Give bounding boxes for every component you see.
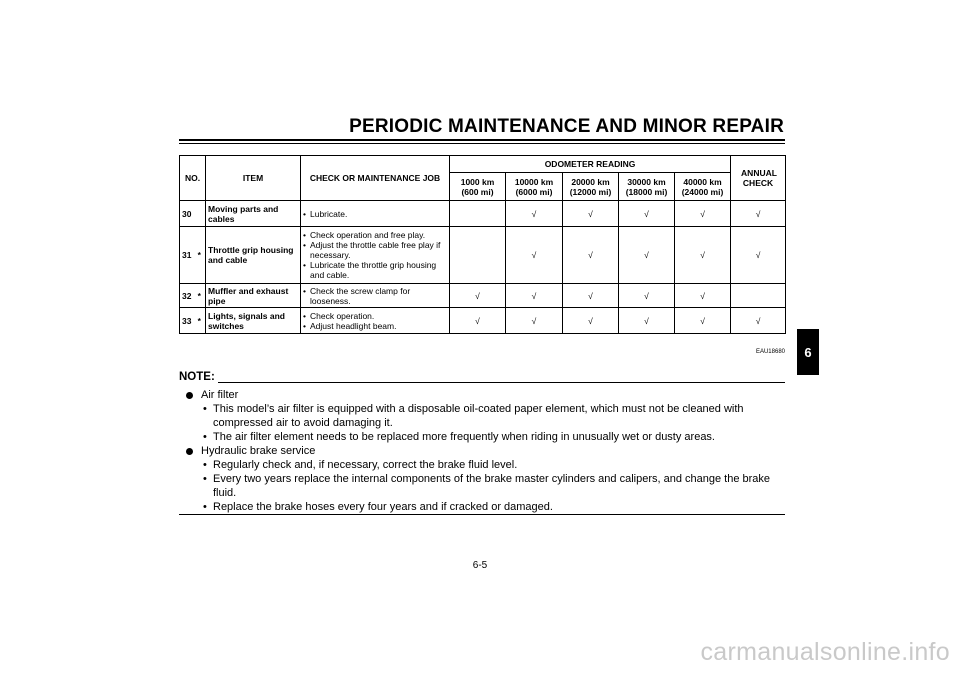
table-row bbox=[180, 201, 786, 227]
check-mark: √ bbox=[506, 201, 563, 227]
note-body bbox=[186, 388, 785, 514]
interval-km: 20000 km bbox=[571, 176, 610, 187]
row-number: 32 bbox=[180, 284, 194, 308]
header-item: ITEM bbox=[206, 156, 301, 201]
check-mark: √ bbox=[563, 284, 619, 308]
check-mark: √ bbox=[675, 201, 731, 227]
note-heading: NOTE: bbox=[179, 371, 215, 383]
check-mark: √ bbox=[563, 201, 619, 227]
job-step: • Check the screw clamp for looseness. bbox=[303, 286, 447, 306]
check-mark bbox=[731, 284, 786, 308]
row-number: 30 bbox=[180, 201, 194, 227]
header-odometer: ODOMETER READING bbox=[450, 156, 731, 173]
check-mark bbox=[450, 201, 506, 227]
table-row bbox=[180, 284, 786, 308]
note-item bbox=[186, 500, 785, 514]
note-item-text: Replace the brake hoses every four years and if cracked or damaged. bbox=[213, 501, 553, 513]
interval-km: 40000 km bbox=[683, 176, 722, 187]
reference-code: EAU18680 bbox=[755, 349, 785, 355]
note-item-text: Regularly check and, if necessary, correct the brake fluid level. bbox=[213, 459, 518, 471]
row-item: Throttle grip housing and cable bbox=[206, 227, 301, 284]
note-item-text: This model’s air filter is equipped with a disposable oil-coated paper element, which must not be cleaned with compressed air to avoid damaging it. bbox=[213, 403, 744, 429]
header-interval bbox=[619, 173, 675, 201]
row-star bbox=[194, 201, 206, 227]
note-group-title bbox=[186, 444, 785, 458]
check-mark: √ bbox=[619, 201, 675, 227]
small-bullet-icon: • bbox=[203, 501, 207, 513]
note-item bbox=[186, 458, 785, 472]
check-mark: √ bbox=[675, 308, 731, 334]
interval-km: 1000 km bbox=[460, 176, 495, 187]
row-star: * bbox=[194, 227, 206, 284]
check-mark: √ bbox=[506, 284, 563, 308]
row-item: Lights, signals and switches bbox=[206, 308, 301, 334]
check-mark: √ bbox=[675, 227, 731, 284]
row-star: * bbox=[194, 308, 206, 334]
job-step: • Check operation. bbox=[303, 311, 447, 321]
check-mark: √ bbox=[731, 227, 786, 284]
title-rule-thin bbox=[179, 143, 785, 144]
interval-mi: (600 mi) bbox=[461, 186, 494, 197]
small-bullet-icon: • bbox=[203, 403, 207, 415]
page-title: PERIODIC MAINTENANCE AND MINOR REPAIR bbox=[349, 116, 784, 137]
interval-mi: (24000 mi) bbox=[681, 186, 724, 197]
note-item-text: The air filter element needs to be replaced more frequently when riding in unusually wet or dusty areas. bbox=[213, 431, 715, 443]
check-mark: √ bbox=[675, 284, 731, 308]
header-job: CHECK OR MAINTENANCE JOB bbox=[301, 156, 450, 201]
check-mark: √ bbox=[450, 308, 506, 334]
check-mark: √ bbox=[731, 308, 786, 334]
header-annual: ANNUAL CHECK bbox=[731, 156, 786, 201]
header-interval bbox=[506, 173, 563, 201]
note-item bbox=[186, 430, 785, 444]
header-no: NO. bbox=[180, 156, 206, 201]
page-number: 6-5 bbox=[472, 560, 488, 571]
row-job bbox=[301, 308, 450, 334]
note-group-label: Hydraulic brake service bbox=[201, 445, 316, 457]
row-item: Muffler and exhaust pipe bbox=[206, 284, 301, 308]
check-mark: √ bbox=[506, 227, 563, 284]
row-job bbox=[301, 201, 450, 227]
note-group-label: Air filter bbox=[201, 389, 239, 401]
watermark: carmanualsonline.info bbox=[700, 638, 950, 666]
check-mark: √ bbox=[563, 308, 619, 334]
row-job bbox=[301, 227, 450, 284]
title-rule-thick bbox=[179, 139, 785, 141]
table-row bbox=[180, 227, 786, 284]
row-item: Moving parts and cables bbox=[206, 201, 301, 227]
row-job bbox=[301, 284, 450, 308]
job-step: • Lubricate the throttle grip housing and cable. bbox=[303, 260, 447, 280]
bullet-icon bbox=[186, 448, 193, 455]
row-star: * bbox=[194, 284, 206, 308]
header-interval bbox=[450, 173, 506, 201]
check-mark bbox=[450, 227, 506, 284]
row-number: 33 bbox=[180, 308, 194, 334]
interval-km: 30000 km bbox=[627, 176, 666, 187]
job-step: • Adjust the throttle cable free play if necessary. bbox=[303, 240, 447, 260]
chapter-tab: 6 bbox=[797, 329, 819, 375]
interval-mi: (12000 mi) bbox=[569, 186, 612, 197]
table-row bbox=[180, 308, 786, 334]
check-mark: √ bbox=[619, 284, 675, 308]
maintenance-table bbox=[179, 155, 786, 334]
header-interval bbox=[563, 173, 619, 201]
check-mark: √ bbox=[563, 227, 619, 284]
job-step: • Lubricate. bbox=[303, 209, 447, 219]
row-number: 31 bbox=[180, 227, 194, 284]
bullet-icon bbox=[186, 392, 193, 399]
small-bullet-icon: • bbox=[203, 459, 207, 471]
note-group-title bbox=[186, 388, 785, 402]
small-bullet-icon: • bbox=[203, 473, 207, 485]
header-interval bbox=[675, 173, 731, 201]
note-bottom-rule bbox=[179, 514, 785, 515]
interval-mi: (6000 mi) bbox=[515, 186, 553, 197]
check-mark: √ bbox=[619, 227, 675, 284]
check-mark: √ bbox=[506, 308, 563, 334]
note-item bbox=[186, 472, 785, 500]
check-mark: √ bbox=[731, 201, 786, 227]
job-step: • Check operation and free play. bbox=[303, 230, 447, 240]
note-item-text: Every two years replace the internal components of the brake master cylinders and calipers, and change the brake fluid. bbox=[213, 473, 771, 499]
small-bullet-icon: • bbox=[203, 431, 207, 443]
interval-mi: (18000 mi) bbox=[625, 186, 668, 197]
note-item bbox=[186, 402, 785, 430]
interval-km: 10000 km bbox=[514, 176, 554, 187]
check-mark: √ bbox=[450, 284, 506, 308]
note-rule bbox=[218, 382, 785, 383]
check-mark: √ bbox=[619, 308, 675, 334]
job-step: • Adjust headlight beam. bbox=[303, 321, 447, 331]
